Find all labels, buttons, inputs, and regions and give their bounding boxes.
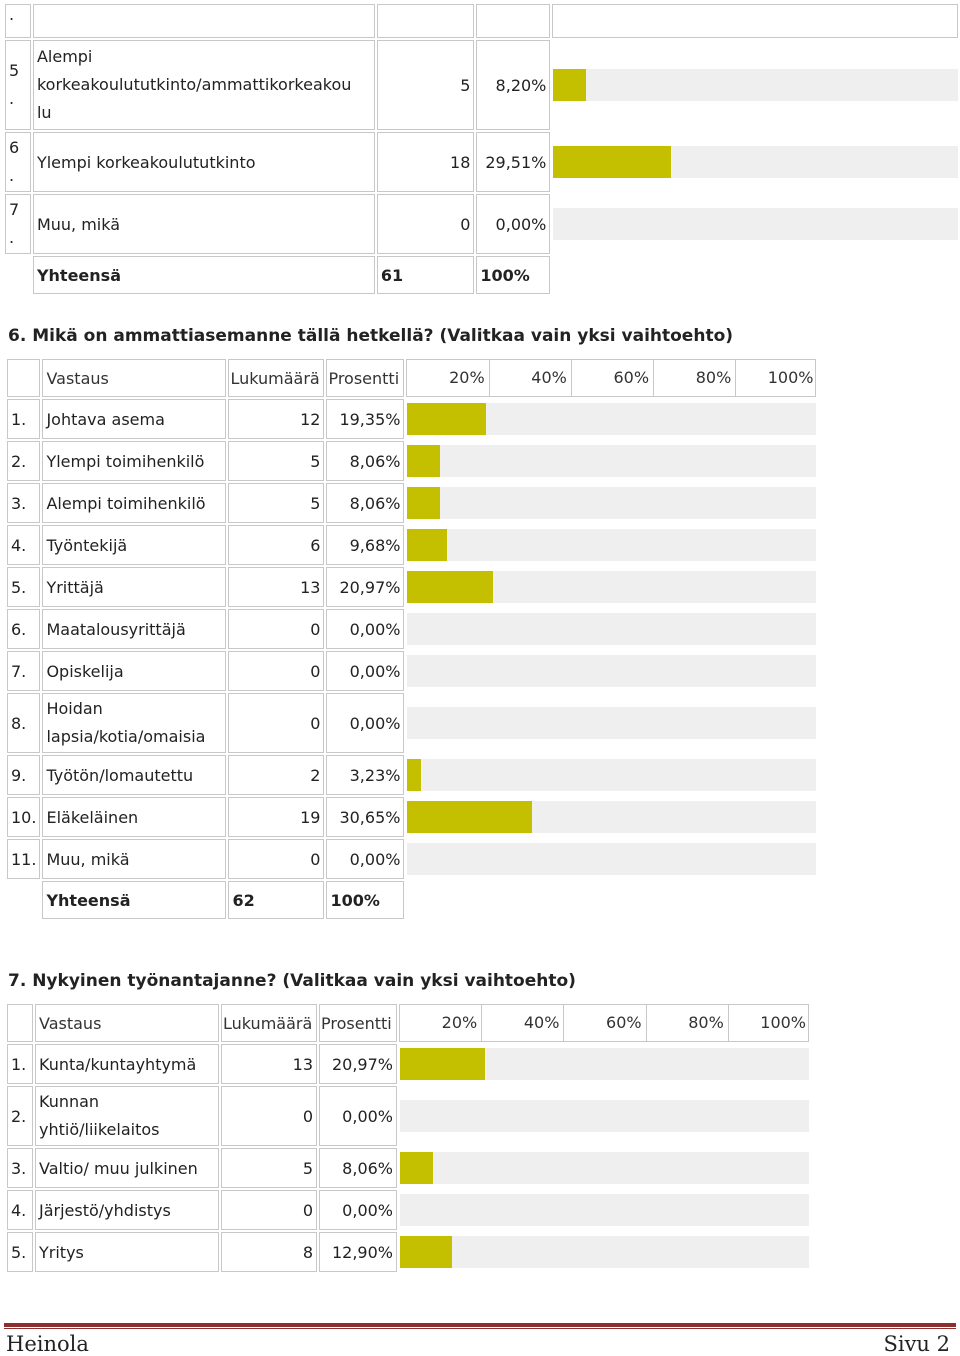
bar-cell [399, 1044, 809, 1084]
total-count: 62 [228, 881, 324, 919]
bar-track [407, 613, 816, 645]
table-row [7, 1190, 809, 1230]
row-count: 2 [228, 755, 324, 795]
header-count: Lukumäärä [221, 1004, 317, 1042]
row-percent: 0,00% [326, 693, 404, 753]
bar-cell [552, 132, 958, 192]
row-label: Ylempi toimihenkilö [42, 441, 226, 481]
table-row [7, 483, 816, 523]
bar-fill [553, 69, 586, 101]
row-label: Työntekijä [42, 525, 226, 565]
bar-cell [406, 693, 816, 753]
bar-fill [553, 146, 671, 178]
header-scale [399, 1004, 809, 1042]
q6-title: 6. Mikä on ammattiasemanne tällä hetkellä? (Valitkaa vain yksi vaihtoehto) [8, 326, 734, 346]
footer-page-number: Sivu 2 [883, 1332, 950, 1356]
table-row [7, 755, 816, 795]
row-percent: 30,65% [326, 797, 404, 837]
row-label: Muu, mikä [42, 839, 226, 879]
total-count: 61 [377, 256, 475, 294]
bar-track [553, 208, 958, 240]
row-count: 8 [221, 1232, 317, 1272]
row-count: 5 [221, 1148, 317, 1188]
scale-tick: 20% [400, 1005, 482, 1041]
table-header [7, 1004, 809, 1042]
bar-cell [406, 797, 816, 837]
row-percent: 29,51% [476, 132, 550, 192]
bar-fill [400, 1236, 452, 1268]
bar-cell [406, 755, 816, 795]
scale-tick: 40% [490, 360, 572, 396]
table-row [7, 1148, 809, 1188]
bar-fill [407, 571, 492, 603]
row-count: 0 [228, 609, 324, 649]
bar-track [407, 487, 816, 519]
bar-track [400, 1194, 809, 1226]
bar-cell [399, 1232, 809, 1272]
row-number: 3. [7, 483, 40, 523]
table-row [7, 1232, 809, 1272]
bar-track [553, 69, 958, 101]
bar-fill [407, 445, 440, 477]
bar-track [400, 1048, 809, 1080]
table-row [7, 1044, 809, 1084]
header-answer: Vastaus [42, 359, 226, 397]
header-percent: Prosentti [319, 1004, 397, 1042]
footer-rule-thin [4, 1328, 956, 1329]
row-number: 6. [7, 609, 40, 649]
q5-top-row [5, 4, 958, 38]
header-percent: Prosentti [326, 359, 404, 397]
table-header [7, 359, 816, 397]
bar-fill [407, 759, 420, 791]
table-row [7, 525, 816, 565]
table-row [7, 609, 816, 649]
q5-top-no: . [5, 4, 31, 38]
row-percent: 0,00% [319, 1086, 397, 1146]
row-label: Valtio/ muu julkinen [35, 1148, 219, 1188]
row-number: 5. [7, 567, 40, 607]
row-number: 8. [7, 693, 40, 753]
row-number: 1. [7, 399, 40, 439]
row-label: Yritys [35, 1232, 219, 1272]
row-label: Yrittäjä [42, 567, 226, 607]
row-count: 13 [228, 567, 324, 607]
footer-location: Heinola [6, 1332, 89, 1356]
bar-fill [400, 1152, 433, 1184]
row-count: 12 [228, 399, 324, 439]
scale-tick: 80% [654, 360, 736, 396]
row-percent: 8,06% [326, 441, 404, 481]
bar-cell [406, 399, 816, 439]
scale-tick: 60% [572, 360, 654, 396]
row-label: Kunnan yhtiö/liikelaitos [35, 1086, 219, 1146]
row-label: Hoidan lapsia/kotia/omaisia [42, 693, 226, 753]
table-row [7, 797, 816, 837]
row-count: 19 [228, 797, 324, 837]
row-percent: 8,06% [326, 483, 404, 523]
header-scale [406, 359, 816, 397]
row-number: 1. [7, 1044, 33, 1084]
q6-table [5, 357, 818, 921]
row-percent: 3,23% [326, 755, 404, 795]
row-label: Alempi korkeakoulututkinto/ammattikorkeakou lu [33, 40, 375, 130]
bar-track [407, 571, 816, 603]
row-label: Johtava asema [42, 399, 226, 439]
bar-cell [399, 1086, 809, 1146]
bar-track [407, 529, 816, 561]
table-row [7, 567, 816, 607]
q7-title: 7. Nykyinen työnantajanne? (Valitkaa vain yksi vaihtoehto) [8, 971, 576, 991]
row-number: 5. [7, 1232, 33, 1272]
bar-fill [407, 487, 440, 519]
row-number: 7. [7, 651, 40, 691]
row-label: Järjestö/yhdistys [35, 1190, 219, 1230]
row-number: 5 . [5, 40, 31, 130]
row-percent: 0,00% [326, 839, 404, 879]
table-row [7, 839, 816, 879]
bar-track [407, 707, 816, 739]
row-count: 5 [228, 441, 324, 481]
q6-rows [7, 399, 816, 879]
row-number: 7 . [5, 194, 31, 254]
bar-track [407, 801, 816, 833]
row-number: 11. [7, 839, 40, 879]
row-count: 0 [221, 1086, 317, 1146]
row-label: Eläkeläinen [42, 797, 226, 837]
bar-cell [406, 567, 816, 607]
header-answer: Vastaus [35, 1004, 219, 1042]
table-row [7, 399, 816, 439]
row-percent: 20,97% [326, 567, 404, 607]
q7-table [5, 1002, 811, 1274]
bar-track [407, 759, 816, 791]
scale-tick: 60% [564, 1005, 646, 1041]
bar-cell [552, 194, 958, 254]
bar-track [407, 445, 816, 477]
bar-track [400, 1152, 809, 1184]
row-label: Muu, mikä [33, 194, 375, 254]
bar-fill [407, 529, 446, 561]
bar-track [407, 655, 816, 687]
bar-cell [399, 1148, 809, 1188]
footer-rule [4, 1323, 956, 1327]
row-percent: 8,06% [319, 1148, 397, 1188]
row-count: 0 [228, 693, 324, 753]
q5-table [3, 2, 960, 296]
row-number: 10. [7, 797, 40, 837]
scale-tick: 100% [767, 368, 814, 387]
row-count: 0 [228, 651, 324, 691]
row-count: 18 [377, 132, 475, 192]
bar-cell [406, 651, 816, 691]
q7-rows [7, 1044, 809, 1272]
row-label: Työtön/lomautettu [42, 755, 226, 795]
row-percent: 0,00% [476, 194, 550, 254]
scale-tick: 100% [760, 1013, 807, 1032]
bar-fill [400, 1048, 485, 1080]
row-number: 9. [7, 755, 40, 795]
row-number: 4. [7, 525, 40, 565]
table-row [7, 651, 816, 691]
bar-fill [407, 801, 531, 833]
table-row [7, 1086, 809, 1146]
row-percent: 8,20% [476, 40, 550, 130]
bar-cell [399, 1190, 809, 1230]
row-count: 0 [228, 839, 324, 879]
row-number: 3. [7, 1148, 33, 1188]
table-row [5, 40, 958, 130]
bar-cell [406, 609, 816, 649]
row-number: 2. [7, 441, 40, 481]
total-label: Yhteensä [33, 256, 375, 294]
bar-cell [552, 40, 958, 130]
row-number: 4. [7, 1190, 33, 1230]
total-row [5, 256, 958, 294]
row-percent: 0,00% [326, 651, 404, 691]
row-count: 0 [377, 194, 475, 254]
bar-track [407, 403, 816, 435]
row-count: 6 [228, 525, 324, 565]
row-count: 5 [377, 40, 475, 130]
total-percent: 100% [476, 256, 550, 294]
row-count: 0 [221, 1190, 317, 1230]
bar-track [553, 146, 958, 178]
bar-cell [406, 441, 816, 481]
bar-track [407, 843, 816, 875]
table-row [7, 693, 816, 753]
bar-track [400, 1100, 809, 1132]
row-percent: 20,97% [319, 1044, 397, 1084]
row-label: Alempi toimihenkilö [42, 483, 226, 523]
table-row [5, 132, 958, 192]
row-percent: 12,90% [319, 1232, 397, 1272]
table-row [7, 441, 816, 481]
row-label: Ylempi korkeakoulututkinto [33, 132, 375, 192]
bar-cell [406, 525, 816, 565]
row-number: 2. [7, 1086, 33, 1146]
total-row [7, 881, 816, 919]
scale-tick: 40% [482, 1005, 564, 1041]
bar-cell [406, 483, 816, 523]
row-count: 13 [221, 1044, 317, 1084]
row-label: Kunta/kuntayhtymä [35, 1044, 219, 1084]
scale-tick: 20% [407, 360, 489, 396]
row-number: 6 . [5, 132, 31, 192]
bar-fill [407, 403, 486, 435]
table-row [5, 194, 958, 254]
row-label: Opiskelija [42, 651, 226, 691]
row-count: 5 [228, 483, 324, 523]
total-label: Yhteensä [42, 881, 226, 919]
bar-cell [406, 839, 816, 879]
scale-tick: 80% [647, 1005, 729, 1041]
row-label: Maatalousyrittäjä [42, 609, 226, 649]
row-percent: 9,68% [326, 525, 404, 565]
row-percent: 19,35% [326, 399, 404, 439]
header-count: Lukumäärä [228, 359, 324, 397]
bar-track [400, 1236, 809, 1268]
row-percent: 0,00% [326, 609, 404, 649]
total-percent: 100% [326, 881, 404, 919]
row-percent: 0,00% [319, 1190, 397, 1230]
